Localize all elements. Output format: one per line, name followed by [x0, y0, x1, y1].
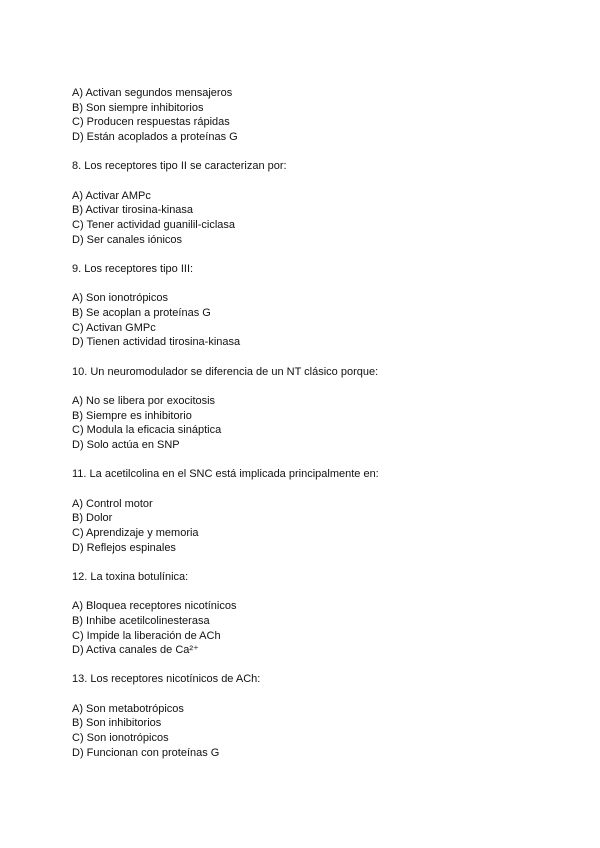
question-text: 10. Un neuromodulador se diferencia de un NT clásico porque:	[72, 365, 379, 378]
option-a: A) Bloquea receptores nicotínicos	[72, 600, 237, 613]
question-block-7-options	[72, 86, 542, 145]
option-b: B) Son siempre inhibitorios	[72, 101, 204, 114]
quiz-content	[72, 86, 542, 775]
question-block-9	[72, 262, 542, 350]
options-list	[72, 599, 542, 658]
option-a: A) No se libera por exocitosis	[72, 394, 216, 407]
option-b: B) Inhibe acetilcolinesterasa	[72, 614, 210, 627]
question-block-8	[72, 159, 542, 247]
option-d: D) Funcionan con proteínas G	[72, 746, 220, 759]
option-d: D) Activa canales de Ca²⁺	[72, 644, 199, 657]
option-a: A) Son metabotrópicos	[72, 702, 184, 715]
option-b: B) Dolor	[72, 512, 113, 525]
question-text: 11. La acetilcolina en el SNC está implicada principalmente en:	[72, 468, 379, 481]
option-d: D) Ser canales iónicos	[72, 233, 183, 246]
option-c: C) Activan GMPc	[72, 321, 156, 334]
question-block-13	[72, 672, 542, 760]
options-list	[72, 394, 542, 453]
option-d: D) Tienen actividad tirosina-kinasa	[72, 336, 241, 349]
question-text: 9. Los receptores tipo III:	[72, 262, 194, 275]
option-c: C) Producen respuestas rápidas	[72, 116, 230, 129]
option-a: A) Activan segundos mensajeros	[72, 87, 233, 99]
option-b: B) Siempre es inhibitorio	[72, 409, 192, 422]
option-d: D) Solo actúa en SNP	[72, 438, 180, 451]
options-list	[72, 702, 542, 761]
options-list	[72, 291, 542, 350]
option-c: C) Impide la liberación de ACh	[72, 629, 221, 642]
option-b: B) Son inhibitorios	[72, 717, 162, 730]
question-text: 13. Los receptores nicotínicos de ACh:	[72, 673, 261, 686]
question-block-11	[72, 467, 542, 555]
question-block-10	[72, 365, 542, 453]
option-c: C) Aprendizaje y memoria	[72, 526, 199, 539]
option-a: A) Control motor	[72, 497, 153, 510]
option-c: C) Son ionotrópicos	[72, 732, 169, 745]
question-text: 8. Los receptores tipo II se caracterizan por:	[72, 160, 287, 173]
options-list	[72, 497, 542, 556]
option-c: C) Tener actividad guanilil-ciclasa	[72, 219, 236, 231]
question-block-12	[72, 570, 542, 658]
option-d: D) Reflejos espinales	[72, 541, 176, 554]
option-b: B) Activar tirosina-kinasa	[72, 204, 194, 217]
option-b: B) Se acoplan a proteínas G	[72, 306, 211, 319]
options-list	[72, 189, 542, 248]
option-c: C) Modula la eficacia sináptica	[72, 424, 222, 437]
option-a: A) Son ionotrópicos	[72, 292, 168, 305]
option-d: D) Están acoplados a proteínas G	[72, 131, 238, 144]
question-text: 12. La toxina botulínica:	[72, 570, 189, 583]
option-a: A) Activar AMPc	[72, 189, 151, 202]
